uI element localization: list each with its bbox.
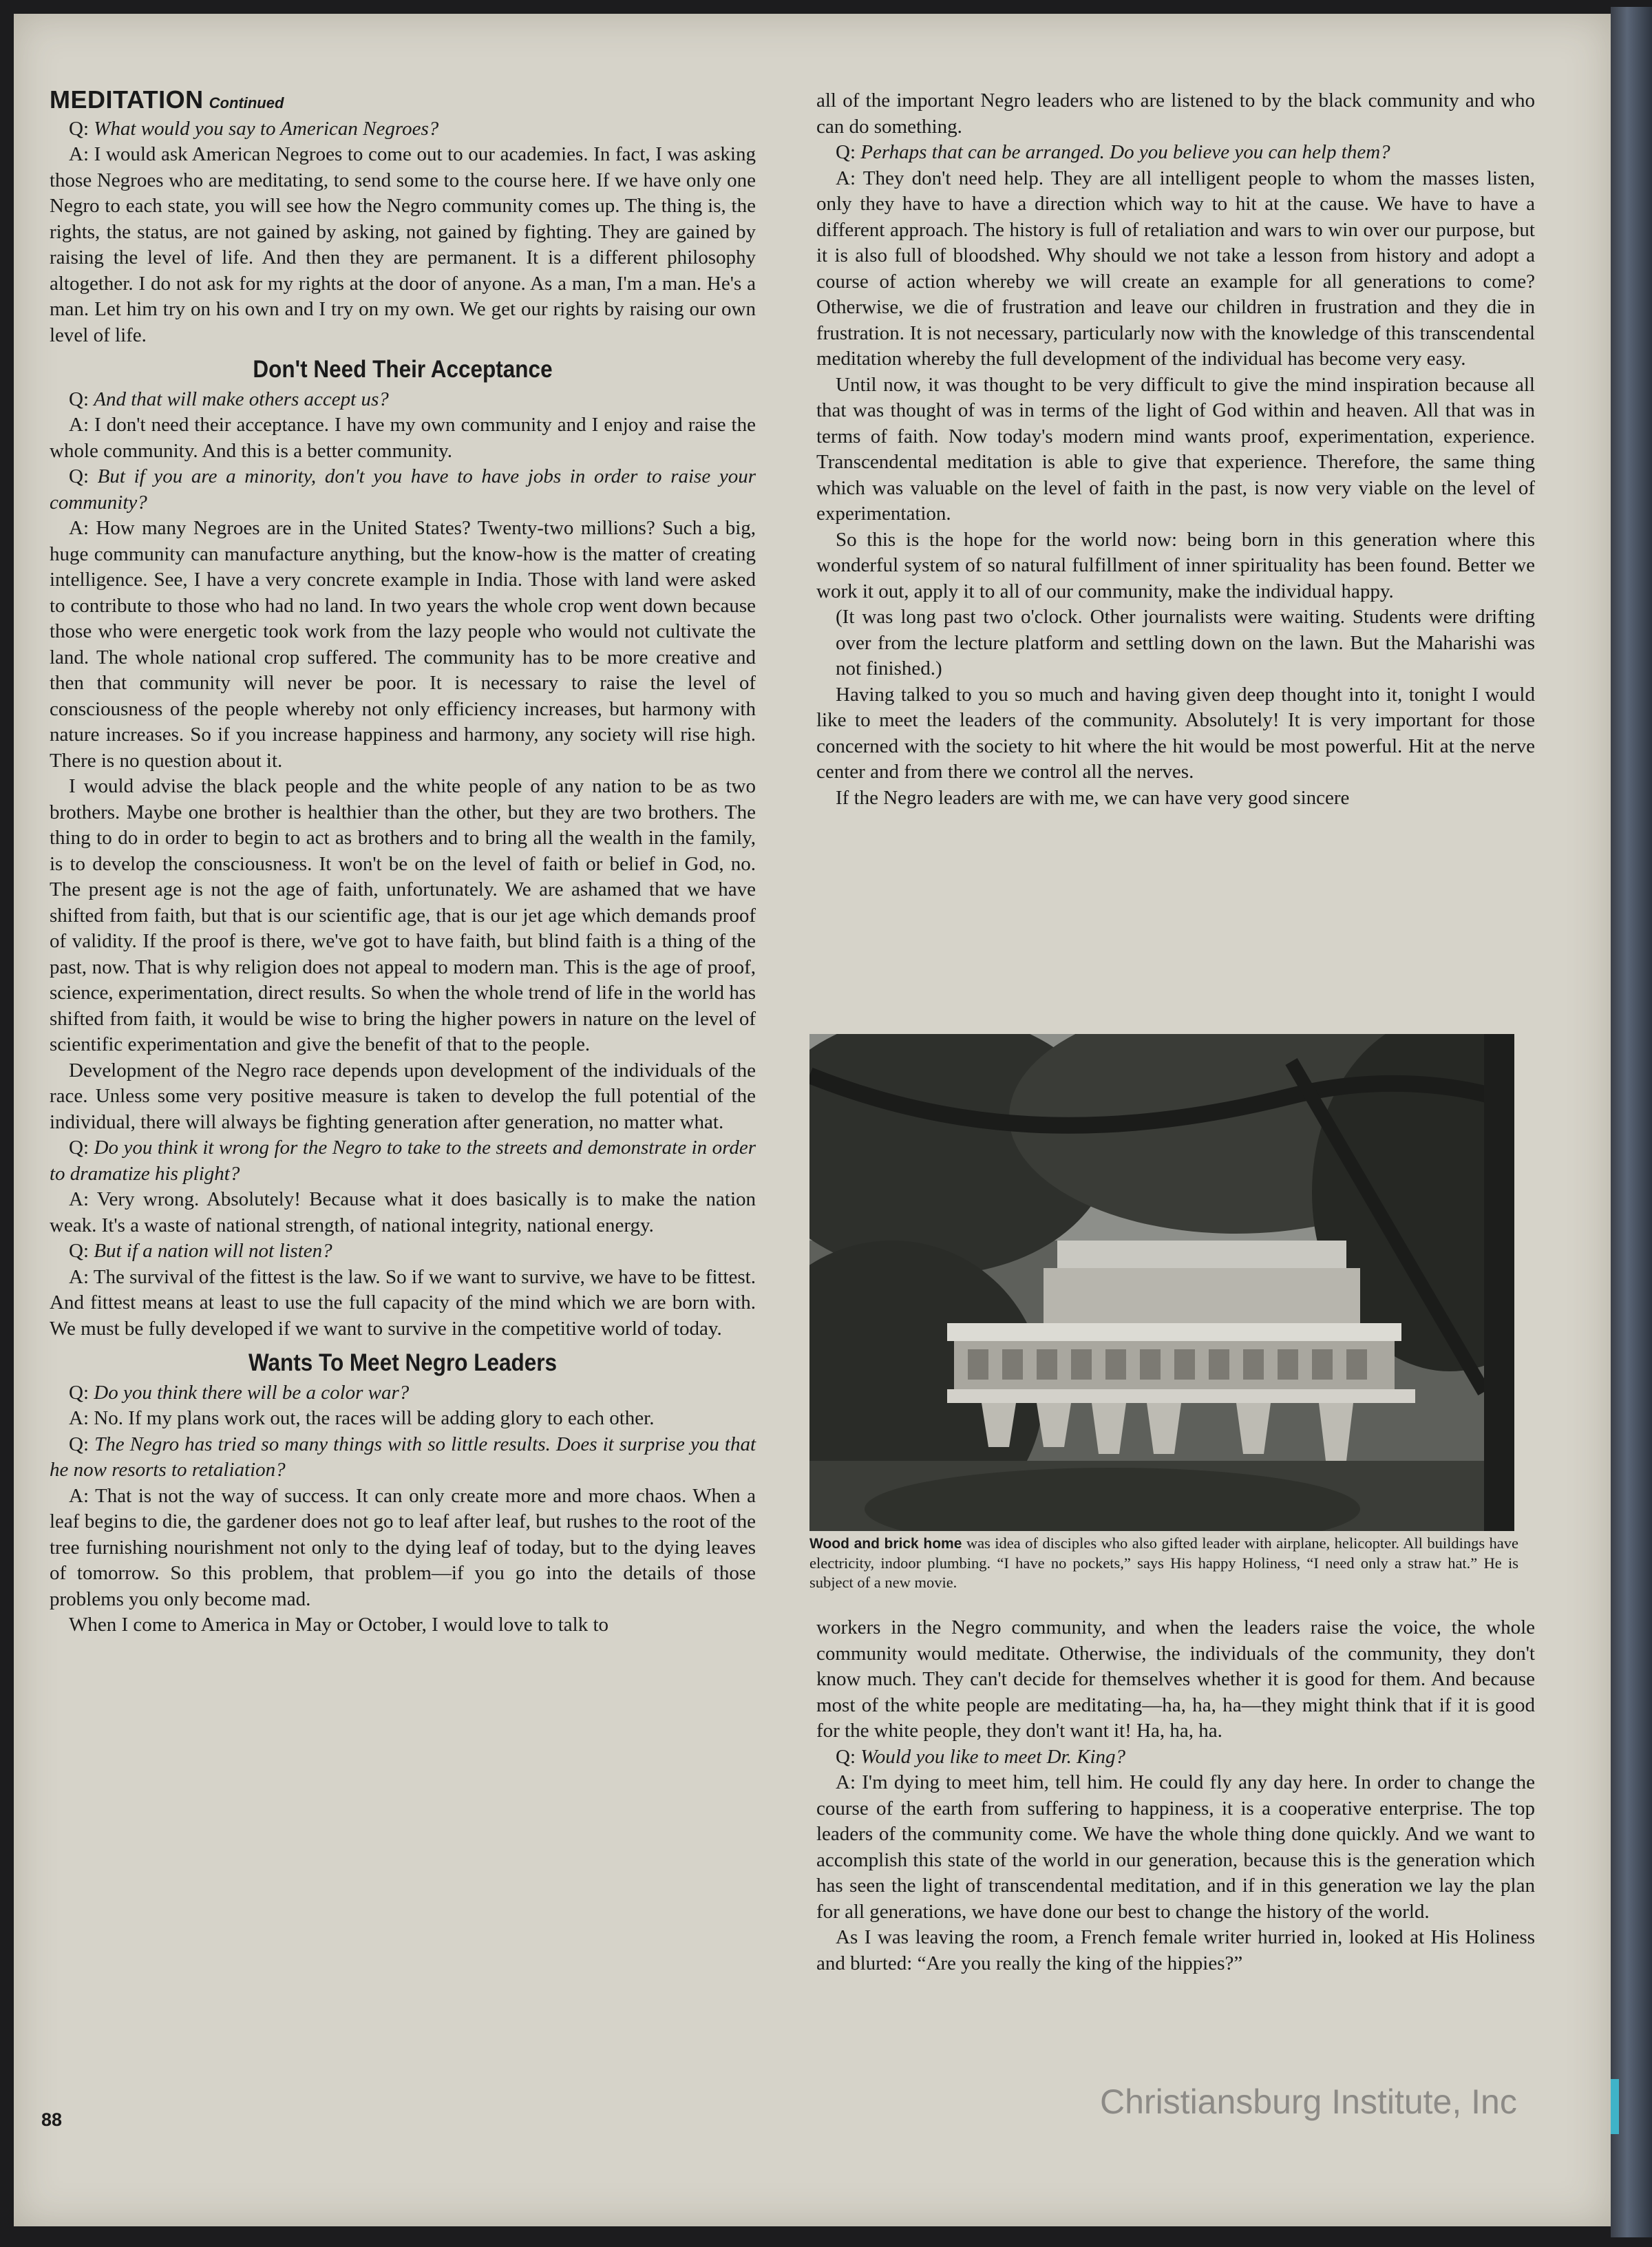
body-paragraph: If the Negro leaders are with me, we can have very good sincere: [836, 786, 1350, 809]
question: [50, 1135, 756, 1187]
subhead-acceptance: Don't Need Their Acceptance: [253, 356, 553, 383]
question: [50, 1380, 756, 1406]
question-marker: Q:: [69, 1137, 89, 1159]
question-text: Do you think it wrong for the Negro to take to the streets and demonstrate in order to dramatize his plight?: [50, 1137, 756, 1185]
page-number: 88: [41, 2109, 63, 2130]
question-marker: Q:: [69, 388, 89, 410]
column-right-top: [816, 88, 1535, 811]
answer-paragraph: A: That is not the way of success. It can only create more and more chaos. When a leaf begins to die, the gardener does not go to leaf after leaf, but rushes to the root of the tree furnishing nourishment not only to the dying leaf of today, but to the dying leaves of tomorrow. So this problem, that problem—if you go into the details of those problems you only become mad.: [50, 1484, 756, 1610]
house-photo: [809, 1034, 1514, 1531]
question-text: And that will make others accept us?: [94, 388, 389, 410]
answer-paragraph: A: No. If my plans work out, the races will be adding glory to each other.: [69, 1407, 655, 1429]
answer-paragraph: A: They don't need help. They are all intelligent people to whom the masses listen, only they have to have a direction which way to hit at the cause. We have to have a different approach. The history is full of retaliation and wars to win over our purpose, but it is also full of bloodshed. Why should we not take a lesson from history and adopt a course of action whereby we will create an example for all generations to come? Otherwise, we die of frustration and leave our children in frustration and they die in frustration. It is not necessary, particularly now with the knowledge of this transcendental meditation whereby the full development of the individual has become very easy.: [816, 167, 1535, 370]
body-paragraph: So this is the hope for the world now: being born in this generation where this wonderful system of so natural fulfillment of inner spirituality has been found. Better we work it out, apply it to all of our community, make the individual happy.: [816, 528, 1535, 602]
body-paragraph: When I come to America in May or October, I would love to talk to: [69, 1614, 609, 1636]
body-paragraph: Having talked to you so much and having given deep thought into it, tonight I would like to meet the leaders of the community. Absolutely! It is very important for those concerned with the society to hit where the hit would be most powerful. Hit at the nerve center and from there we control all the nerves.: [816, 683, 1535, 783]
question-text: Do you think there will be a color war?: [94, 1381, 410, 1404]
question-marker: Q:: [69, 1381, 89, 1404]
photo-caption: [809, 1534, 1518, 1592]
answer-paragraph: A: The survival of the fittest is the law. So if we want to survive, we have to be fittest. And fittest means at least to use the full capacity of the mind which we are born with. We must be fully developed if we want to survive in the competitive world of today.: [50, 1265, 756, 1340]
body-paragraph: I would advise the black people and the white people of any nation to be as two brothers. Maybe one brother is healthier than the other, but they are two brothers. The thing to do in order to begin to act as brothers and to bring all the wealth in the family, is to develop the consciousness. It won't be on the level of faith or belief in God, no. The present age is not the age of faith, unfortunately. We are ashamed that we have shifted from faith, but that is our scientific age, that is our jet age which demands proof of validity. If the proof is there, we've got to have faith, but blind faith is a thing of the past, now. That is why religion does not appeal to modern man. This is the age of proof, science, experimentation, direct results. So when the whole trend of life in the world has shifted from faith, it would be wise to bring the higher powers in nature on the level of scientific experimentation and give the benefit of that to the people.: [50, 775, 756, 1055]
question-text: But if you are a minority, don't you have to have jobs in order to raise your community?: [50, 465, 756, 514]
answer-paragraph: A: Very wrong. Absolutely! Because what it does basically is to make the nation weak. It's a waste of national strength, of national integrity, national energy.: [50, 1188, 756, 1236]
question-text: But if a nation will not listen?: [94, 1240, 332, 1262]
answer-paragraph: A: I don't need their acceptance. I have my own community and I enjoy and raise the whole community. And this is a better community.: [50, 414, 756, 462]
body-paragraph: Development of the Negro race depends upon development of the individuals of the race. Unless some very positive measure is taken to develop the full potential of the individual, there will always be fighting generation after generation, no matter what.: [50, 1059, 756, 1133]
question-text: The Negro has tried so many things with so little results. Does it surprise you that he now resorts to retaliation?: [50, 1433, 756, 1481]
column-right-bottom: [816, 1615, 1535, 1976]
magazine-edge: [1611, 7, 1652, 2237]
question-marker: Q:: [69, 1433, 89, 1455]
question-text: Would you like to meet Dr. King?: [860, 1745, 1125, 1768]
body-paragraph: Until now, it was thought to be very difficult to give the mind inspiration because all that was thought of was in terms of the light of God within and heaven. All that was in terms of faith. Now today's modern mind wants proof, experimentation, experience. Transcendental meditation is able to give that experience. Therefore, the same thing which was valuable on the level of faith in the past, is now very viable on the level of experimentation.: [816, 373, 1535, 525]
question-marker: Q:: [69, 465, 89, 487]
answer-paragraph: A: How many Negroes are in the United States? Twenty-two millions? Such a big, huge community can manufacture anything, but the know-how is the matter of creating intelligence. See, I have a very concrete example in India. Those with land were asked to contribute to those who had no land. In two years the whole crop went down because those who were energetic took work from the lazy people who would not cultivate the land. The whole national crop suffered. The community has to be more creative and then that community will never be poor. It is necessary to raise the level of consciousness of the people whereby not only efficiency increases, but harmony with nature increases. So if you increase happiness and harmony, any society will rise high. There is no question about it.: [50, 517, 756, 772]
caption-lead: Wood and brick home: [809, 1536, 962, 1552]
body-paragraph: workers in the Negro community, and when the leaders raise the voice, the whole community would meditate. Otherwise, the individuals of the community, they don't know much. They can't decide for themselves whether it is good for them. And because most of the white people are meditating—ha, ha, ha—they might think that if it is good for the white people, they don't want it! Ha, ha, ha.: [816, 1616, 1535, 1742]
question-marker: Q:: [69, 1240, 89, 1262]
watermark: Christiansburg Institute, Inc: [1100, 2082, 1517, 2121]
question: [50, 1432, 756, 1484]
section-kicker: [50, 87, 756, 116]
kicker-continued: Continued: [209, 94, 284, 112]
house-photo-illustration: [809, 1034, 1514, 1531]
subhead-leaders: Wants To Meet Negro Leaders: [248, 1349, 558, 1376]
question-marker: Q:: [69, 117, 89, 140]
narration-aside: (It was long past two o'clock. Other journalists were waiting. Students were drifting over from the lecture platform and settling down on the lawn. But the Maharishi was not finished.): [836, 606, 1535, 679]
question: [816, 1744, 1535, 1771]
answer-paragraph: A: I'm dying to meet him, tell him. He could fly any day here. In order to change the course of the earth from suffering to happiness, it is a cooperative enterprise. The top leaders of the community come. We have the whole thing done quickly. And we want to accomplish this state of the world in our generation, because this is the generation which has seen the light of transcendental meditation, and if in this generation we lay the plan for all generations, we have done our best to change the history of the world.: [816, 1771, 1535, 1923]
question: [50, 464, 756, 516]
question: [816, 140, 1535, 166]
question: [50, 1238, 756, 1265]
answer-paragraph: A: I would ask American Negroes to come out to our academies. In fact, I was asking those Negroes who are meditating, to send some to the course here. If we have only one Negro to each state, you will see how the Negro community comes up. The thing is, the rights, the status, are not gained by asking, not gained by fighting. They are gained by raising the level of life. And then they are permanent. It is a different philosophy altogether. I do not ask for my rights at the door of anyone. As a man, I'm a man. He's a man. Let him try on his own and I try on my own. We get our rights by raising our own level of life.: [50, 143, 756, 346]
question-marker: Q:: [836, 141, 856, 163]
body-paragraph: As I was leaving the room, a French female writer hurried in, looked at His Holiness and blurted: “Are you really the king of the hippies?”: [816, 1926, 1535, 1974]
column-left: [50, 87, 756, 1638]
caption-text: was idea of disciples who also gifted leader with airplane, helicopter. All buildings have electricity, indoor plumbing. “I have no pockets,” says His happy Holiness, “I need only a straw hat.” He is subject of a new movie.: [809, 1534, 1518, 1591]
question: [50, 116, 756, 143]
body-paragraph: all of the important Negro leaders who are listened to by the black community and who can do something.: [816, 89, 1535, 138]
question-marker: Q:: [836, 1745, 856, 1768]
question-text: What would you say to American Negroes?: [94, 117, 439, 140]
question: [50, 387, 756, 413]
kicker-title: MEDITATION: [50, 85, 204, 114]
question-text: Perhaps that can be arranged. Do you believe you can help them?: [860, 141, 1390, 163]
